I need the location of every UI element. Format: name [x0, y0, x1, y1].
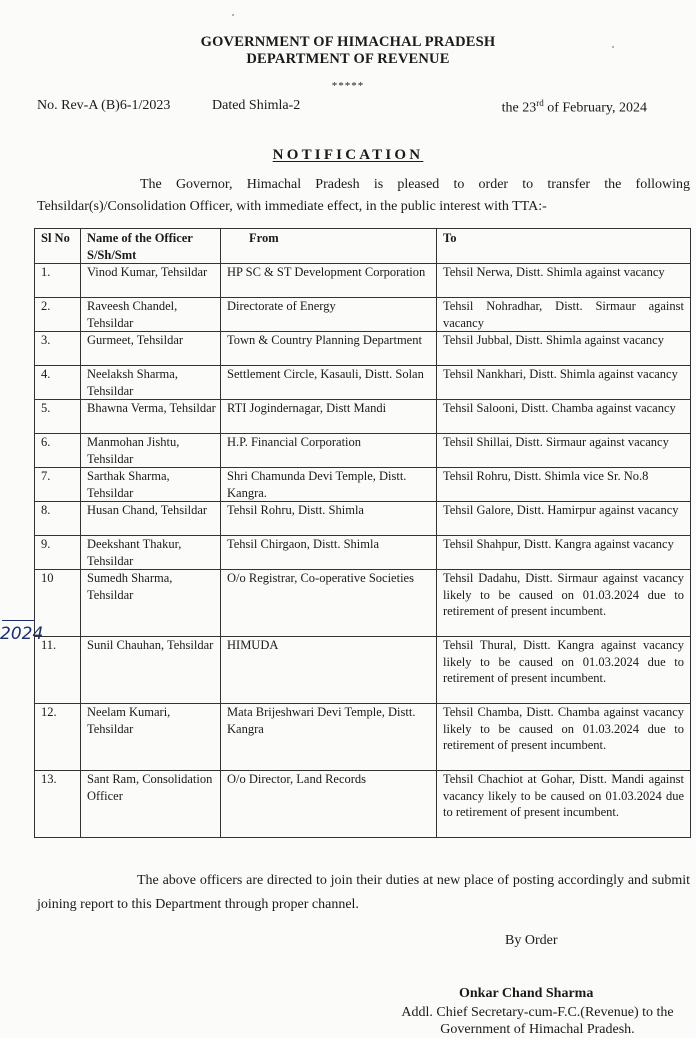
cell-to: Tehsil Nohradhar, Distt. Sirmaur against vacancy [437, 298, 691, 332]
cell-to: Tehsil Thural, Distt. Kangra against vacancy likely to be caused on 01.03.2024 due to retirement of present incumbent. [437, 637, 691, 704]
cell-officer-name: Sant Ram, Consolidation Officer [81, 771, 221, 838]
reference-number: No. Rev-A (B)6-1/2023 [37, 98, 171, 113]
cell-from: Tehsil Chirgaon, Distt. Shimla [221, 536, 437, 570]
letterhead [0, 34, 696, 68]
separator-stars: ***** [331, 80, 365, 92]
cell-sl: 5. [35, 400, 81, 434]
cell-sl: 7. [35, 468, 81, 502]
by-order: By Order [505, 933, 558, 948]
table-row [35, 366, 691, 400]
cell-sl: 6. [35, 434, 81, 468]
handwritten-stroke [2, 620, 34, 621]
cell-sl: 13. [35, 771, 81, 838]
cell-sl: 2. [35, 298, 81, 332]
header-sl: Sl No [35, 229, 81, 264]
cell-officer-name: Vinod Kumar, Tehsildar [81, 264, 221, 298]
cell-sl: 3. [35, 332, 81, 366]
dated-place: Dated Shimla-2 [212, 98, 301, 113]
cell-to: Tehsil Chachiot at Gohar, Distt. Mandi against vacancy likely to be caused on 01.03.2024 due to retirement of present incumbent. [437, 771, 691, 838]
cell-from: HP SC & ST Development Corporation [221, 264, 437, 298]
cell-sl: 8. [35, 502, 81, 536]
notification-title: NOTIFICATION [272, 147, 424, 163]
table-row [35, 637, 691, 704]
cell-to: Tehsil Galore, Distt. Hamirpur against vacancy [437, 502, 691, 536]
cell-to: Tehsil Rohru, Distt. Shimla vice Sr. No.8 [437, 468, 691, 502]
cell-to: Tehsil Chamba, Distt. Chamba against vacancy likely to be caused on 01.03.2024 due to retirement of present incumbent. [437, 704, 691, 771]
header-from: From [221, 229, 437, 264]
cell-sl: 1. [35, 264, 81, 298]
table-row [35, 298, 691, 332]
table-header-row [35, 229, 691, 264]
cell-sl: 12. [35, 704, 81, 771]
cell-to: Tehsil Nankhari, Distt. Shimla against vacancy [437, 366, 691, 400]
transfer-table [34, 228, 691, 838]
cell-officer-name: Neelam Kumari, Tehsildar [81, 704, 221, 771]
designation-line-2: Government of Himachal Pradesh. [440, 1022, 635, 1037]
cell-to: Tehsil Shahpur, Distt. Kangra against vacancy [437, 536, 691, 570]
signatory-designation [379, 1004, 696, 1038]
cell-from: H.P. Financial Corporation [221, 434, 437, 468]
cell-from: Directorate of Energy [221, 298, 437, 332]
cell-from: Town & Country Planning Department [221, 332, 437, 366]
cell-from: RTI Jogindernagar, Distt Mandi [221, 400, 437, 434]
table-row [35, 434, 691, 468]
table-row [35, 400, 691, 434]
cell-from: O/o Director, Land Records [221, 771, 437, 838]
cell-to: Tehsil Nerwa, Distt. Shimla against vacancy [437, 264, 691, 298]
cell-from: Shri Chamunda Devi Temple, Distt. Kangra. [221, 468, 437, 502]
scan-speck [232, 14, 234, 16]
notification-heading [0, 147, 696, 164]
cell-sl: 10 [35, 570, 81, 637]
cell-officer-name: Bhawna Verma, Tehsildar [81, 400, 221, 434]
cell-to: Tehsil Salooni, Distt. Chamba against vacancy [437, 400, 691, 434]
cell-from: HIMUDA [221, 637, 437, 704]
closing-paragraph: The above officers are directed to join their duties at new place of posting accordingly and submit joining report to this Department through proper channel. [37, 873, 690, 912]
table-row [35, 570, 691, 637]
table-row [35, 468, 691, 502]
cell-officer-name: Sunil Chauhan, Tehsildar [81, 637, 221, 704]
cell-officer-name: Husan Chand, Tehsildar [81, 502, 221, 536]
cell-sl: 9. [35, 536, 81, 570]
intro-paragraph: The Governor, Himachal Pradesh is pleased to order to transfer the following Tehsildar(s)/Consolidation Officer, with immediate effect, in the public interest with TTA:- [37, 177, 690, 214]
table-row [35, 502, 691, 536]
cell-officer-name: Manmohan Jishtu, Tehsildar [81, 434, 221, 468]
cell-officer-name: Sarthak Sharma, Tehsildar [81, 468, 221, 502]
signatory-name: Onkar Chand Sharma [459, 986, 594, 1001]
header-name: Name of the Officer S/Sh/Smt [81, 229, 221, 264]
designation-line-1: Addl. Chief Secretary-cum-F.C.(Revenue) to the [401, 1005, 674, 1020]
cell-to: Tehsil Shillai, Distt. Sirmaur against vacancy [437, 434, 691, 468]
table-row [35, 264, 691, 298]
issue-date [502, 98, 647, 117]
scan-speck [612, 46, 614, 48]
government-title: GOVERNMENT OF HIMACHAL PRADESH [200, 34, 496, 50]
cell-officer-name: Raveesh Chandel, Tehsildar [81, 298, 221, 332]
date-suffix: rd [536, 98, 544, 108]
table-row [35, 536, 691, 570]
cell-from: Settlement Circle, Kasauli, Distt. Solan [221, 366, 437, 400]
cell-officer-name: Deekshant Thakur, Tehsildar [81, 536, 221, 570]
table-row [35, 704, 691, 771]
table-body [35, 264, 691, 838]
table-row [35, 332, 691, 366]
cell-officer-name: Sumedh Sharma, Tehsildar [81, 570, 221, 637]
department-title: DEPARTMENT OF REVENUE [246, 51, 450, 67]
cell-officer-name: Neelaksh Sharma, Tehsildar [81, 366, 221, 400]
cell-from: O/o Registrar, Co-operative Societies [221, 570, 437, 637]
date-day: the 23 [501, 100, 537, 116]
header-to: To [437, 229, 691, 264]
cell-sl: 11. [35, 637, 81, 704]
cell-sl: 4. [35, 366, 81, 400]
table-row [35, 771, 691, 838]
cell-officer-name: Gurmeet, Tehsildar [81, 332, 221, 366]
handwritten-margin-note: 2024 [0, 624, 44, 644]
cell-from: Mata Brijeshwari Devi Temple, Distt. Kangra [221, 704, 437, 771]
date-month-year: of February, 2024 [543, 100, 647, 116]
cell-to: Tehsil Jubbal, Distt. Shimla against vacancy [437, 332, 691, 366]
cell-from: Tehsil Rohru, Distt. Shimla [221, 502, 437, 536]
cell-to: Tehsil Dadahu, Distt. Sirmaur against vacancy likely to be caused on 01.03.2024 due to retirement of present incumbent. [437, 570, 691, 637]
